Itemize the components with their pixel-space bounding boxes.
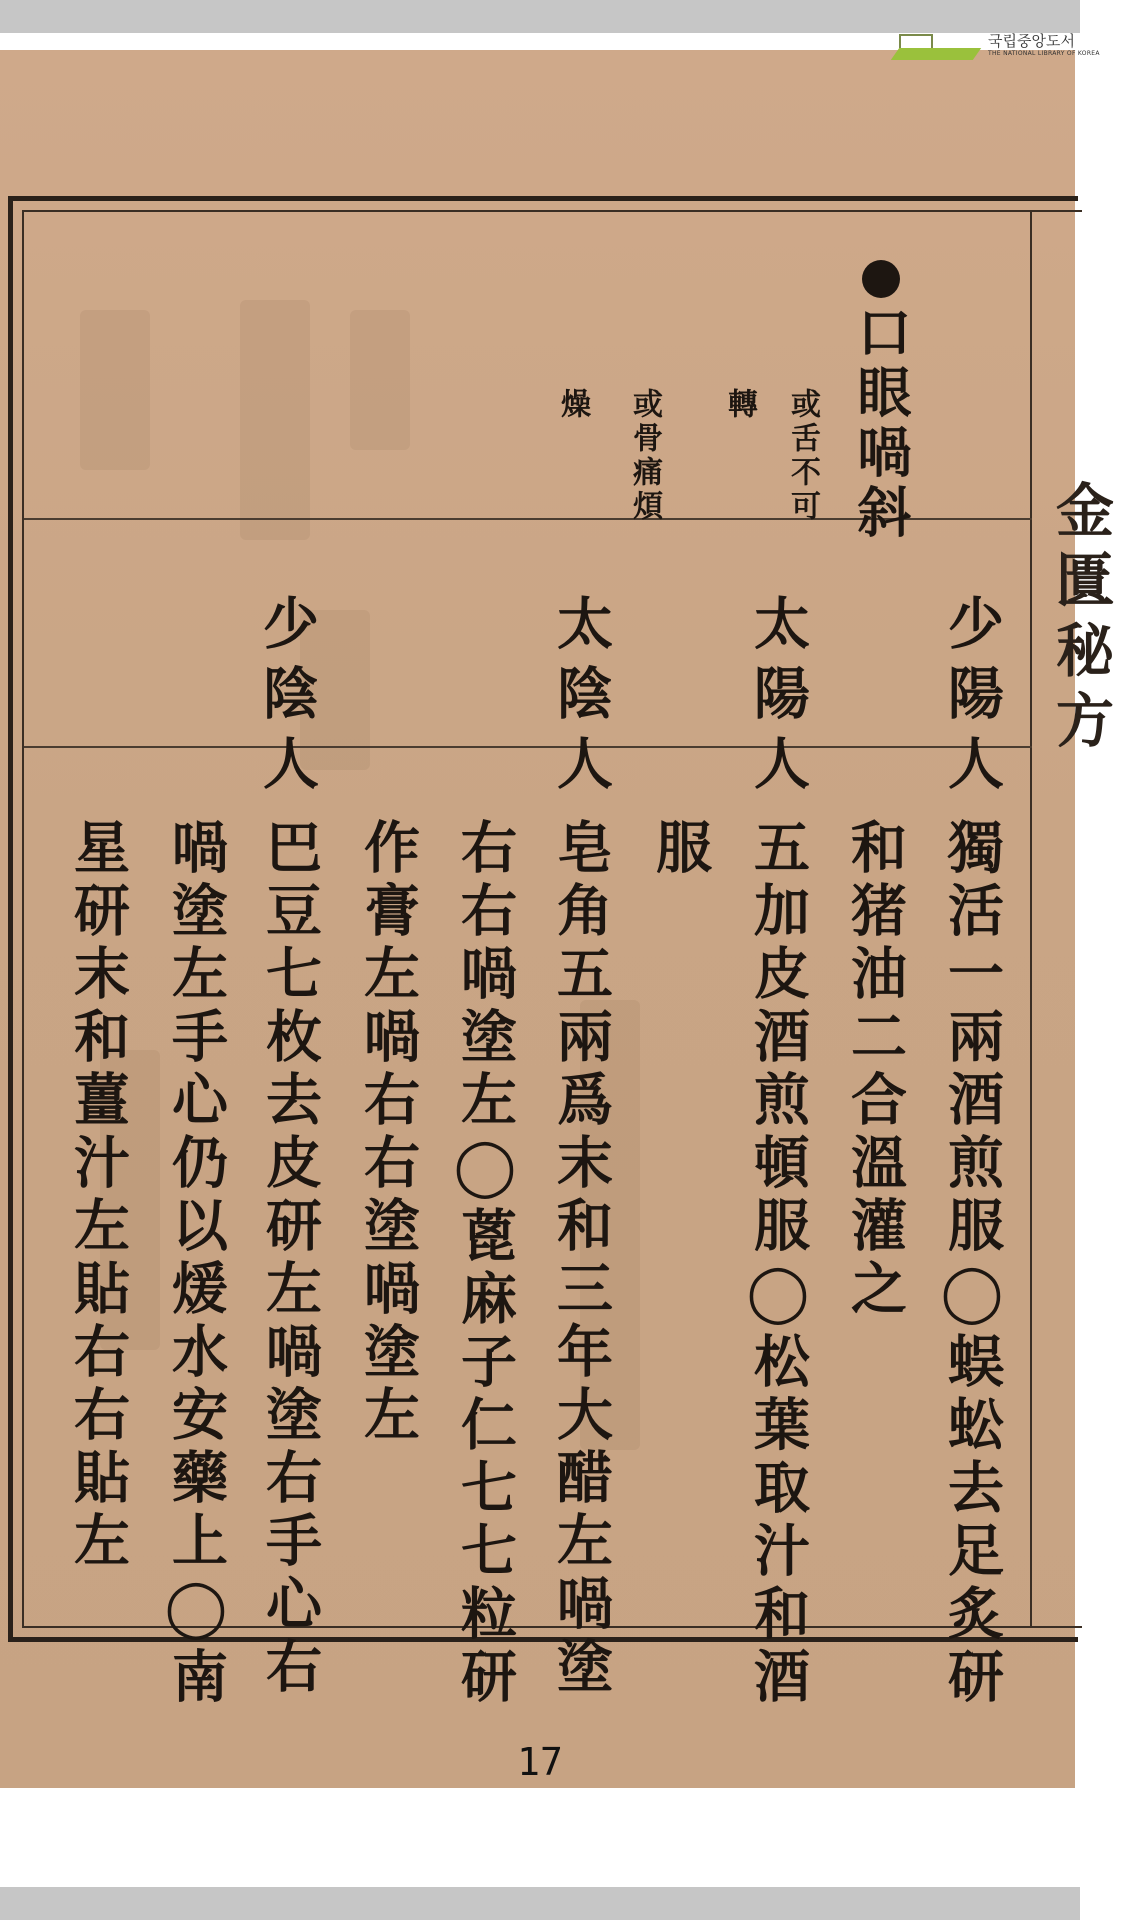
viewer-bottom-bar [0,1887,1080,1920]
section-title: 口眼喎斜 [843,260,920,544]
library-logo-icon [895,34,977,60]
right-margin-fragment: 金匱秘方 [1046,480,1114,760]
prescription-line: 作膏左喎右右塗喎塗左 [355,818,421,1448]
note-line: 或骨痛煩 [627,388,662,524]
row-rule-bottom [24,746,1032,748]
library-logo-kr: 국립중앙도서 [988,32,1075,50]
library-logo [895,28,1100,66]
prescription-line: 皂角五兩爲末和三年大醋左喎塗 [548,818,614,1700]
note-line: 燥 [555,388,590,422]
constitution-type: 少陽人 [939,594,1005,804]
prescription-line: 喎塗左手心仍以煖水安藥上◯南 [163,818,229,1710]
constitution-type: 太陰人 [548,594,614,804]
constitution-type: 少陰人 [254,594,320,804]
prescription-line: 服 [647,818,713,881]
prescription-line: 獨活一兩酒煎服◯蜈蚣去足炙研 [939,818,1005,1710]
section-marker-icon [862,260,900,298]
prescription-line: 巴豆七枚去皮研左喎塗右手心右 [257,818,323,1700]
prescription-line: 右右喎塗左◯蓖麻子仁七七粒研 [452,818,518,1710]
note-line: 轉 [722,388,757,422]
column-rule [1030,210,1032,1628]
note-line: 或舌不可 [785,388,820,524]
prescription-line: 五加皮酒煎頓服◯松葉取汁和酒 [745,818,811,1710]
constitution-type: 太陽人 [745,594,811,804]
prescription-line: 星研末和薑汁左貼右右貼左 [65,818,131,1574]
prescription-line: 和猪油二合溫灌之 [842,818,908,1322]
page-number: 17 [517,1740,563,1784]
library-logo-en: THE NATIONAL LIBRARY OF KOREA [988,50,1100,57]
